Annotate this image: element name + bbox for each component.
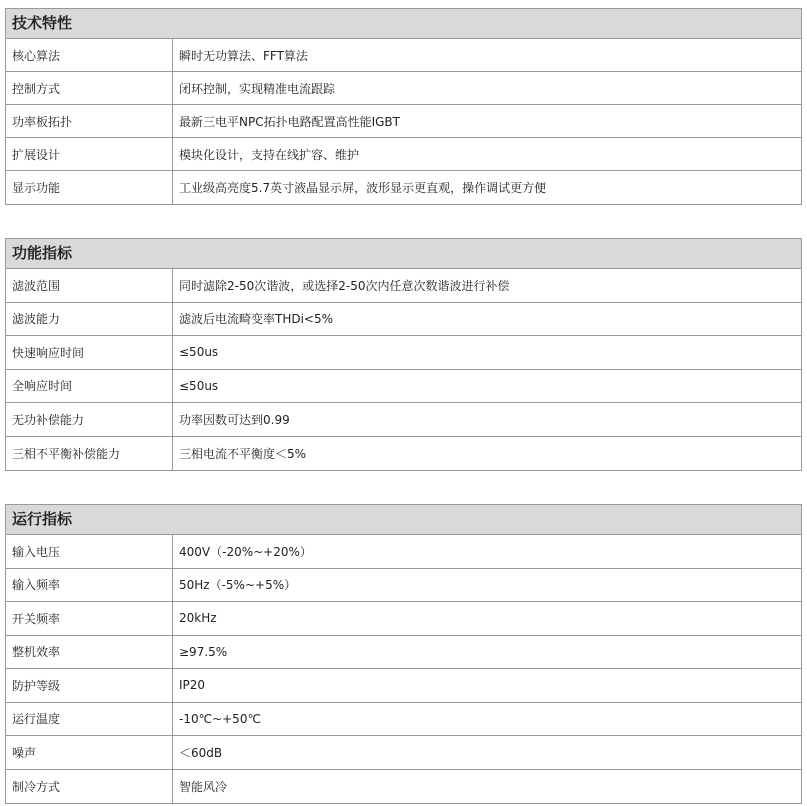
operating-indicators-table xyxy=(5,504,802,804)
row-label: 扩展设计 xyxy=(6,138,173,170)
table-row xyxy=(6,269,801,303)
table-row xyxy=(6,770,801,804)
table-row xyxy=(6,105,801,138)
section-title: 运行指标 xyxy=(6,505,801,535)
row-label: 整机效率 xyxy=(6,636,173,669)
table-row xyxy=(6,39,801,72)
table-row xyxy=(6,370,801,404)
row-value: 最新三电平NPC拓扑电路配置高性能IGBT xyxy=(179,114,400,129)
table-row xyxy=(6,437,801,471)
row-value: ≤50us xyxy=(179,378,219,393)
row-label: 开关频率 xyxy=(6,602,173,635)
row-label: 输入频率 xyxy=(6,569,173,602)
row-value: 闭环控制，实现精准电流跟踪 xyxy=(179,81,336,96)
row-label: 滤波能力 xyxy=(6,303,173,336)
table-row xyxy=(6,171,801,204)
row-value: ＜60dB xyxy=(179,745,223,760)
table-row xyxy=(6,669,801,703)
functional-indicators-table xyxy=(5,238,802,471)
row-value: IP20 xyxy=(179,678,206,693)
row-value: 三相电流不平衡度＜5% xyxy=(179,446,307,461)
row-label: 快速响应时间 xyxy=(6,336,173,369)
row-value: 50Hz（-5%~+5%） xyxy=(179,578,297,593)
row-value: ≤50us xyxy=(179,345,219,360)
row-value: 400V（-20%~+20%） xyxy=(179,544,312,559)
row-value: 模块化设计，支持在线扩容、维护 xyxy=(179,147,360,162)
table-row xyxy=(6,736,801,770)
table-row xyxy=(6,636,801,670)
section-title: 技术特性 xyxy=(6,9,801,39)
row-label: 全响应时间 xyxy=(6,370,173,403)
row-value: 20kHz xyxy=(179,611,217,626)
table-row xyxy=(6,72,801,105)
row-label: 功率板拓扑 xyxy=(6,105,173,137)
section-title: 功能指标 xyxy=(6,239,801,269)
row-label: 噪声 xyxy=(6,736,173,769)
table-row xyxy=(6,138,801,171)
table-row xyxy=(6,602,801,636)
row-value: -10℃~+50℃ xyxy=(179,711,261,726)
row-value: ≥97.5% xyxy=(179,644,228,659)
table-row xyxy=(6,303,801,337)
row-value: 智能风冷 xyxy=(179,779,228,794)
row-value: 滤波后电流畸变率THDi<5% xyxy=(179,312,334,327)
row-label: 核心算法 xyxy=(6,39,173,71)
table-row xyxy=(6,336,801,370)
row-value: 瞬时无功算法、FFT算法 xyxy=(179,48,308,63)
row-label: 控制方式 xyxy=(6,72,173,104)
row-label: 滤波范围 xyxy=(6,269,173,302)
row-label: 显示功能 xyxy=(6,171,173,204)
table-row xyxy=(6,403,801,437)
table-row xyxy=(6,569,801,603)
row-label: 防护等级 xyxy=(6,669,173,702)
row-label: 输入电压 xyxy=(6,535,173,568)
table-row xyxy=(6,703,801,737)
row-label: 制冷方式 xyxy=(6,770,173,804)
table-row xyxy=(6,535,801,569)
technical-features-table xyxy=(5,8,802,205)
row-value: 同时滤除2-50次谐波，或选择2-50次内任意次数谐波进行补偿 xyxy=(179,278,510,293)
row-label: 运行温度 xyxy=(6,703,173,736)
row-value: 功率因数可达到0.99 xyxy=(179,412,290,427)
row-label: 三相不平衡补偿能力 xyxy=(6,437,173,471)
row-label: 无功补偿能力 xyxy=(6,403,173,436)
row-value: 工业级高亮度5.7英寸液晶显示屏，波形显示更直观，操作调试更方便 xyxy=(179,181,547,195)
